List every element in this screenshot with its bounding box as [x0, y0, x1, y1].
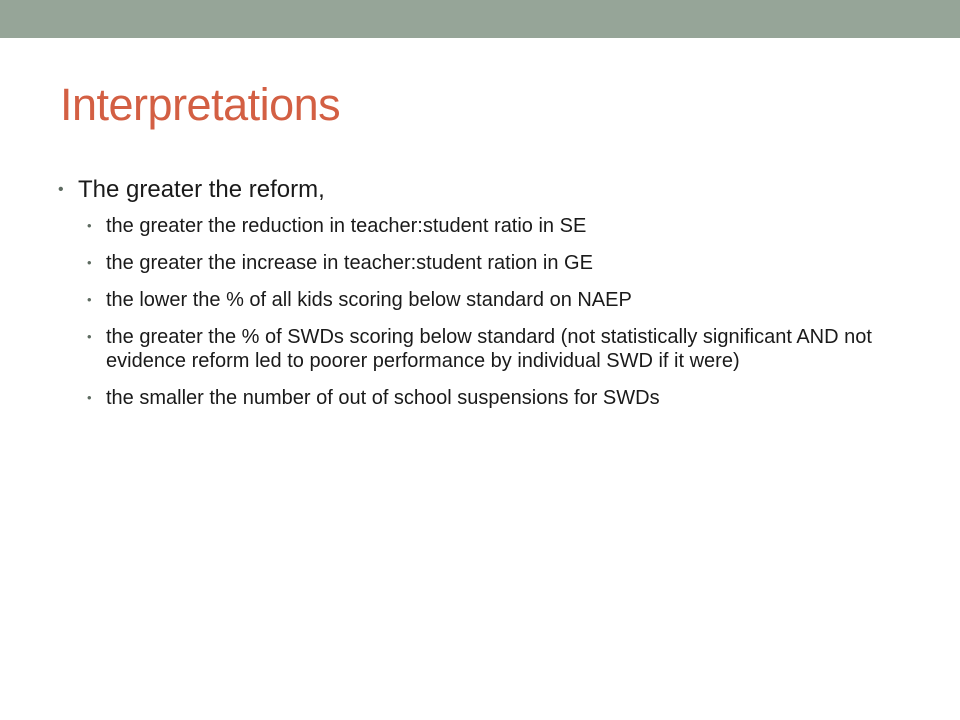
- sub-bullet-text: the greater the reduction in teacher:student ratio in SE: [106, 215, 587, 237]
- main-bullet-text: The greater the reform,: [78, 176, 325, 203]
- sub-bullet-item: [87, 325, 907, 373]
- bullet-icon: •: [87, 329, 92, 344]
- main-bullet-point: [57, 172, 907, 208]
- sub-bullet-text: the greater the increase in teacher:student ration in GE: [106, 252, 593, 274]
- bullet-icon: •: [58, 181, 64, 198]
- bullet-icon: •: [87, 292, 92, 307]
- bullet-icon: •: [87, 255, 92, 270]
- top-accent-bar: [0, 0, 960, 38]
- slide-content: [57, 172, 907, 423]
- sub-bullet-text: the greater the % of SWDs scoring below standard (not statistically significant AND not evidence reform led to poorer performance by individual SWD if it were): [106, 326, 872, 372]
- sub-bullet-item: [87, 251, 907, 275]
- slide-title: Interpretations: [60, 79, 341, 130]
- sub-bullet-item: [87, 288, 907, 312]
- bullet-icon: •: [87, 218, 92, 233]
- sub-bullet-text: the smaller the number of out of school suspensions for SWDs: [106, 387, 660, 409]
- sub-bullet-text: the lower the % of all kids scoring below standard on NAEP: [106, 289, 632, 311]
- bullet-icon: •: [87, 390, 92, 405]
- sub-bullet-item: [87, 386, 907, 410]
- sub-bullet-item: [87, 214, 907, 238]
- sub-bullet-list: [87, 214, 907, 410]
